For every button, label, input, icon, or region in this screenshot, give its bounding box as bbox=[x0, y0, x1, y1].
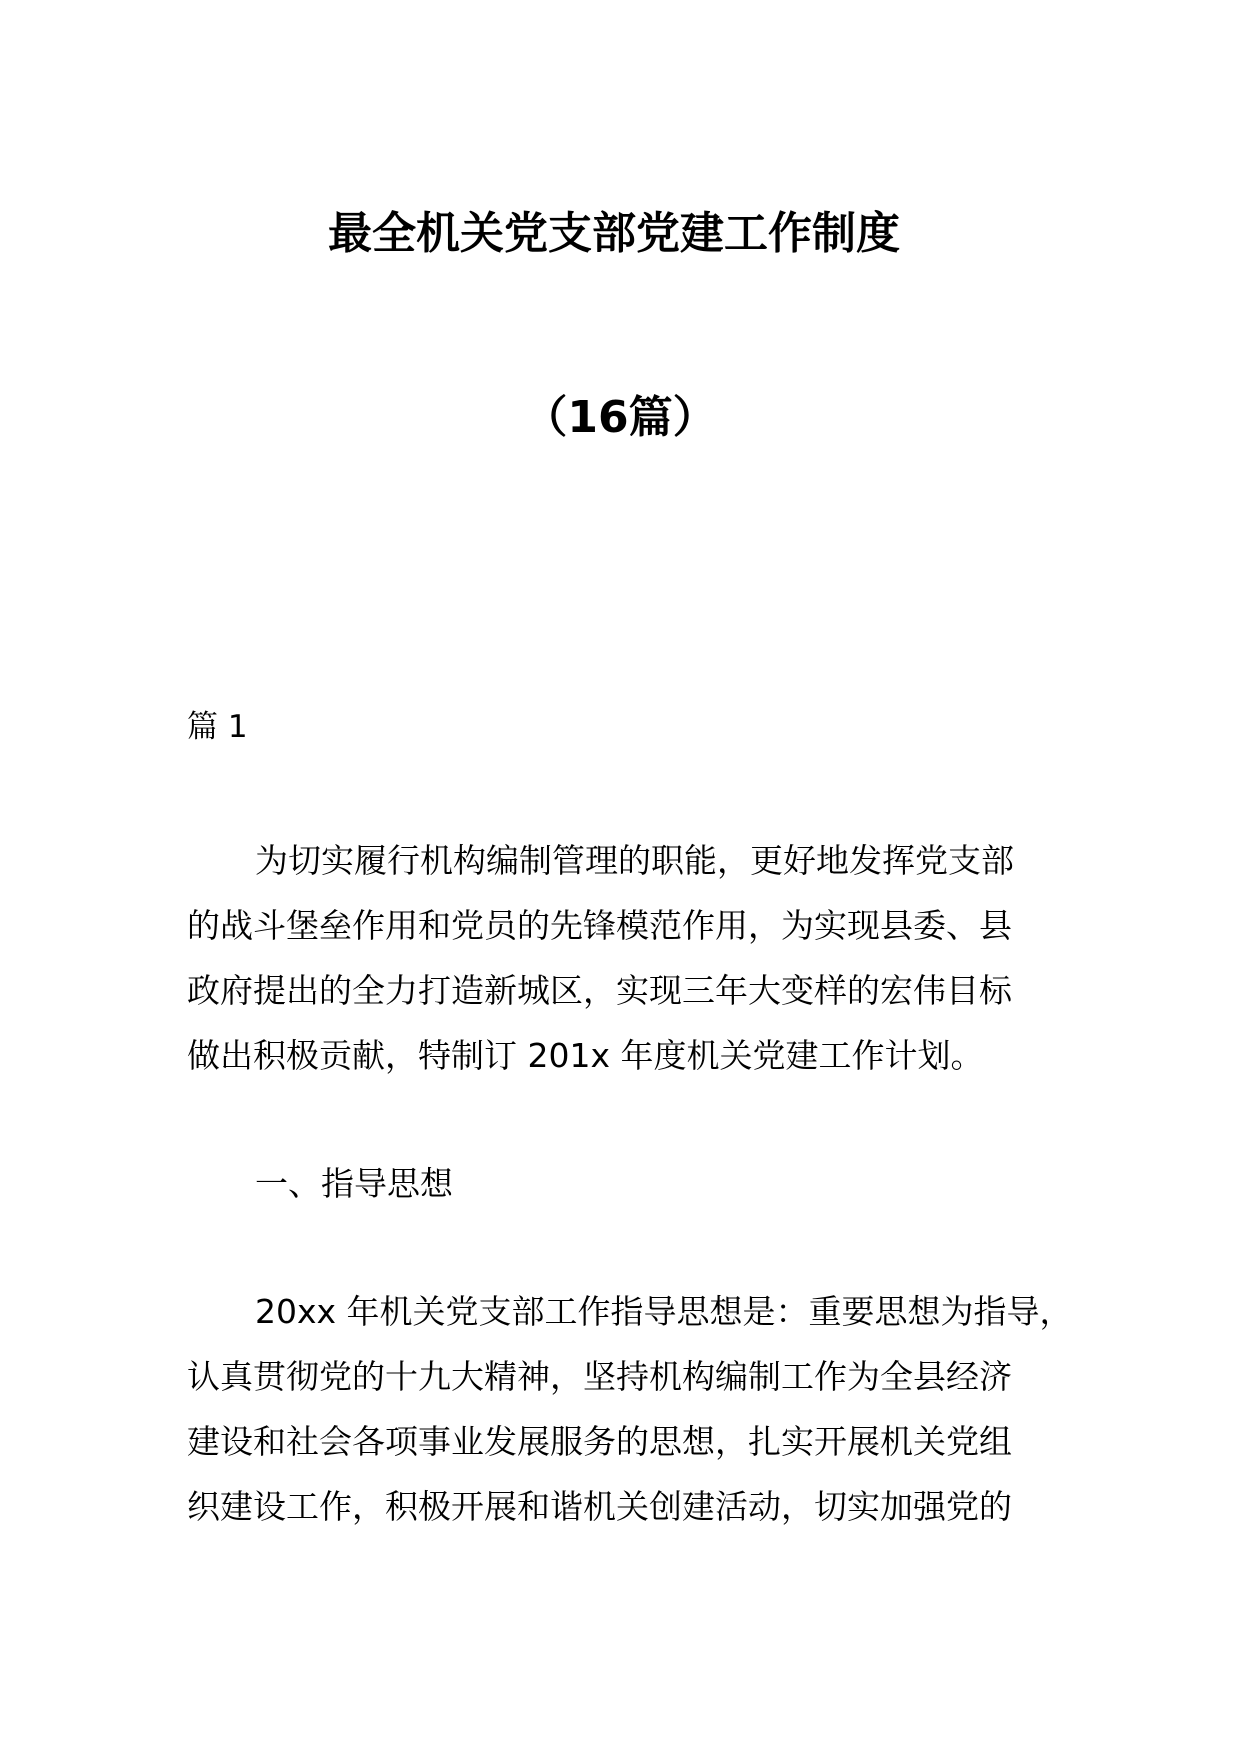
paragraph-line: 的战斗堡垒作用和党员的先锋模范作用，为实现县委、县 bbox=[187, 906, 1012, 945]
paragraph-line: 为切实履行机构编制管理的职能，更好地发挥党支部 bbox=[255, 841, 1014, 880]
paragraph-line: 织建设工作，积极开展和谐机关创建活动，切实加强党的 bbox=[187, 1487, 1012, 1526]
document-subtitle: （16篇） bbox=[523, 392, 717, 443]
paragraph-intro bbox=[187, 828, 1087, 1088]
section-label: 篇 1 bbox=[187, 709, 248, 745]
paragraph-line: 认真贯彻党的十九大精神，坚持机构编制工作为全县经济 bbox=[187, 1357, 1012, 1396]
paragraph-guiding-ideology bbox=[187, 1279, 1087, 1539]
paragraph-line: 20xx 年机关党支部工作指导思想是：重要思想为指导， bbox=[255, 1292, 1073, 1331]
paragraph-line: 做出积极贡献，特制订 201x 年度机关党建工作计划。 bbox=[187, 1036, 984, 1075]
document-title: 最全机关党支部党建工作制度 bbox=[328, 208, 900, 259]
paragraph-line: 政府提出的全力打造新城区，实现三年大变样的宏伟目标 bbox=[187, 971, 1012, 1010]
section-heading-guiding-ideology: 一、指导思想 bbox=[255, 1164, 453, 1203]
paragraph-line: 建设和社会各项事业发展服务的思想，扎实开展机关党组 bbox=[187, 1422, 1012, 1461]
